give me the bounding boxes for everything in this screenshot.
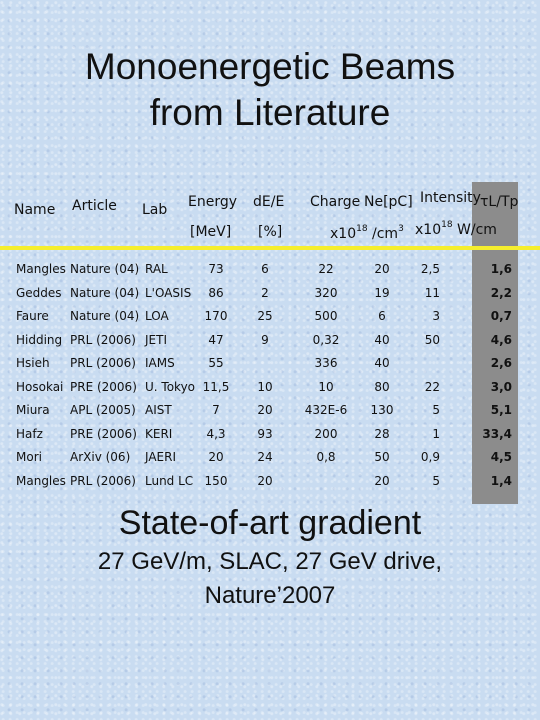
cell-ratio: 4,6 bbox=[490, 332, 512, 347]
header-ne-exp: 18 bbox=[356, 224, 368, 234]
cell-charge: 10 bbox=[318, 379, 334, 394]
cell-charge: 500 bbox=[314, 309, 338, 323]
cell-charge: 320 bbox=[314, 285, 338, 300]
cell-de: 24 bbox=[257, 450, 273, 464]
cell-intensity: 0,9 bbox=[420, 450, 440, 464]
table-row bbox=[0, 309, 540, 329]
header-ne-prefix: x10 bbox=[330, 226, 357, 242]
cell-ratio: 33,4 bbox=[482, 426, 512, 441]
cell-ne: 50 bbox=[374, 450, 390, 464]
table-row bbox=[0, 474, 540, 494]
cell-lab: KERI bbox=[145, 426, 173, 441]
cell-lab: L'OASIS bbox=[145, 285, 192, 300]
cell-intensity: 3 bbox=[432, 309, 440, 323]
table-row bbox=[0, 380, 540, 400]
header-charge: Charge bbox=[310, 194, 361, 210]
cell-energy: 150 bbox=[204, 473, 228, 488]
cell-energy: 86 bbox=[208, 285, 224, 300]
cell-intensity: 5 bbox=[432, 403, 440, 417]
cell-lab: IAMS bbox=[145, 356, 175, 370]
cell-energy: 47 bbox=[208, 332, 224, 347]
header-de-e: dE/E bbox=[253, 194, 285, 210]
cell-article: PRE (2006) bbox=[70, 426, 137, 441]
gradient-heading: State-of-art gradient bbox=[118, 504, 422, 542]
cell-lab: RAL bbox=[145, 262, 168, 276]
header-underline bbox=[0, 246, 540, 250]
cell-article: APL (2005) bbox=[70, 403, 136, 417]
cell-de: 25 bbox=[257, 309, 273, 323]
cell-lab: AIST bbox=[145, 403, 172, 417]
header-intensity-unit-text: W/cm bbox=[457, 222, 497, 238]
gradient-line-1: 27 GeV/m, SLAC, 27 GeV drive, bbox=[97, 548, 443, 575]
header-tl-tp: τL/Tp bbox=[480, 194, 519, 210]
cell-charge: 22 bbox=[318, 262, 334, 276]
cell-charge: 0,8 bbox=[316, 450, 336, 464]
cell-ne: 40 bbox=[374, 356, 390, 370]
page-title bbox=[0, 44, 540, 136]
cell-lab: LOA bbox=[145, 309, 169, 323]
gradient-line-2: Nature’2007 bbox=[204, 582, 336, 609]
cell-article: Nature (04) bbox=[70, 285, 140, 300]
cell-de: 6 bbox=[261, 262, 269, 276]
header-ne: Ne[pC] bbox=[364, 194, 413, 210]
cell-article: Nature (04) bbox=[70, 262, 140, 276]
cell-name: Mangles bbox=[16, 473, 66, 488]
cell-article: ArXiv (06) bbox=[70, 450, 131, 464]
cell-article: Nature (04) bbox=[70, 309, 140, 323]
cell-name: Hsieh bbox=[16, 356, 50, 370]
cell-energy: 4,3 bbox=[206, 426, 226, 441]
cell-ratio: 5,1 bbox=[490, 403, 512, 417]
cell-de: 20 bbox=[257, 473, 273, 488]
cell-ratio: 2,2 bbox=[490, 285, 512, 300]
cell-name: Miura bbox=[16, 403, 50, 417]
cell-article: PRL (2006) bbox=[70, 332, 136, 347]
cell-name: Geddes bbox=[16, 285, 62, 300]
title-line-1: Monoenergetic Beams bbox=[84, 46, 456, 87]
header-intensity-prefix: x10 bbox=[415, 222, 442, 238]
cell-energy: 20 bbox=[208, 450, 224, 464]
cell-energy: 73 bbox=[208, 262, 224, 276]
table-row bbox=[0, 286, 540, 306]
cell-ratio: 0,7 bbox=[490, 309, 512, 323]
table-row bbox=[0, 356, 540, 376]
cell-ratio: 2,6 bbox=[490, 356, 512, 370]
cell-lab: Lund LC bbox=[145, 473, 194, 488]
header-lab: Lab bbox=[142, 202, 168, 218]
table-row bbox=[0, 450, 540, 470]
cell-lab: JETI bbox=[145, 332, 167, 347]
cell-energy: 170 bbox=[204, 309, 228, 323]
cell-name: Faure bbox=[16, 309, 49, 323]
cell-charge: 0,32 bbox=[312, 332, 340, 347]
header-ne-unit-text: /cm bbox=[372, 226, 399, 242]
cell-ratio: 1,4 bbox=[490, 473, 512, 488]
cell-energy: 55 bbox=[208, 356, 224, 370]
cell-charge: 336 bbox=[314, 356, 338, 370]
cell-de: 10 bbox=[257, 379, 273, 394]
cell-de: 9 bbox=[261, 332, 269, 347]
cell-ne: 40 bbox=[374, 332, 390, 347]
cell-name: Mangles bbox=[16, 262, 66, 276]
cell-name: Mori bbox=[16, 450, 42, 464]
cell-intensity: 11 bbox=[424, 285, 440, 300]
cell-ne: 28 bbox=[374, 426, 390, 441]
header-intensity-unit bbox=[415, 220, 497, 238]
header-intensity-exp: 18 bbox=[441, 220, 453, 230]
cell-de: 2 bbox=[261, 285, 269, 300]
header-article: Article bbox=[72, 198, 117, 214]
cell-ne: 6 bbox=[378, 309, 386, 323]
cell-ratio: 3,0 bbox=[490, 379, 512, 394]
table-row bbox=[0, 262, 540, 282]
cell-de: 20 bbox=[257, 403, 273, 417]
cell-energy: 7 bbox=[212, 403, 220, 417]
cell-intensity: 5 bbox=[432, 473, 440, 488]
header-name: Name bbox=[14, 202, 56, 218]
cell-name: Hafz bbox=[16, 426, 43, 441]
cell-article: PRE (2006) bbox=[70, 379, 137, 394]
cell-ratio: 4,5 bbox=[490, 450, 512, 464]
cell-article: PRL (2006) bbox=[70, 356, 136, 370]
cell-intensity: 1 bbox=[432, 426, 440, 441]
header-energy-unit: [MeV] bbox=[190, 224, 232, 240]
cell-name: Hosokai bbox=[16, 379, 64, 394]
cell-energy: 11,5 bbox=[202, 379, 230, 394]
cell-name: Hidding bbox=[16, 332, 63, 347]
cell-ratio: 1,6 bbox=[490, 262, 512, 276]
cell-intensity: 50 bbox=[424, 332, 440, 347]
header-ne-unit bbox=[330, 224, 404, 242]
cell-article: PRL (2006) bbox=[70, 473, 136, 488]
cell-ne: 19 bbox=[374, 285, 390, 300]
cell-de: 93 bbox=[257, 426, 273, 441]
table-row bbox=[0, 333, 540, 353]
header-ne-unit-exp: 3 bbox=[398, 224, 404, 234]
header-energy: Energy bbox=[188, 194, 238, 210]
cell-intensity: 2,5 bbox=[420, 262, 440, 276]
cell-ne: 130 bbox=[370, 403, 394, 417]
table-row bbox=[0, 427, 540, 447]
cell-ne: 20 bbox=[374, 262, 390, 276]
header-intensity: Intensity bbox=[420, 190, 481, 206]
cell-charge: 432E-6 bbox=[304, 403, 348, 417]
cell-charge: 200 bbox=[314, 426, 338, 441]
cell-ne: 80 bbox=[374, 379, 390, 394]
title-line-2: from Literature bbox=[149, 92, 391, 133]
cell-lab: U. Tokyo bbox=[145, 379, 196, 394]
table-row bbox=[0, 403, 540, 423]
cell-intensity: 22 bbox=[424, 379, 440, 394]
cell-lab: JAERI bbox=[145, 450, 176, 464]
header-de-e-unit: [%] bbox=[258, 224, 283, 240]
cell-ne: 20 bbox=[374, 473, 390, 488]
